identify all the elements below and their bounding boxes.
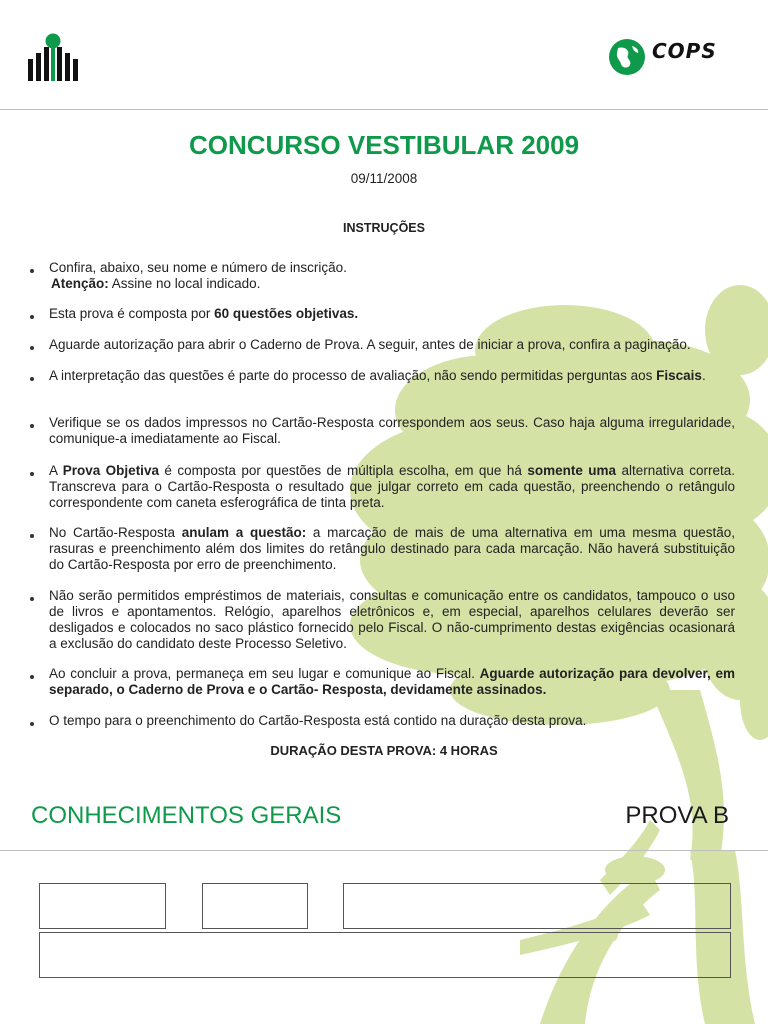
uel-logo-icon [28,33,78,83]
instruction-text: Confira, abaixo, seu nome e número de inscrição. [49,260,347,275]
instruction-text: a marcação de mais de uma alternativa em uma mesma questão, rasuras e preenchimento além dos limites do retângulo destinado para cada marcação. Não haverá substituição do Cartão-Resposta por erro de preenchimento. [49,525,736,572]
cops-globe-icon [608,38,646,76]
instruction-item-7 [49,525,735,573]
instruction-bold: 60 questões objetivas. [214,306,359,321]
section-divider [0,850,768,851]
instruction-text: O tempo para o preenchimento do Cartão-Resposta está contido na duração desta prova. [49,713,587,728]
instruction-text: No Cartão-Resposta [49,525,182,540]
candidate-field-box-1 [39,883,166,929]
instruction-bold: Aguarde autorização para devolver, em separado, o Caderno de Prova e o Cartão- Resposta, devidamente assinados. [49,666,735,697]
instruction-item-5 [49,415,735,447]
candidate-name-box [343,883,731,929]
instruction-item-3 [49,337,735,353]
instructions-heading: INSTRUÇÕES [343,221,425,235]
instruction-text: Verifique se os dados impressos no Cartão-Resposta correspondem aos seus. Caso haja alguma irregularidade, comunique-a imediatamente ao Fiscal. [49,415,735,446]
section-title: CONHECIMENTOS GERAIS [31,802,342,829]
cops-logo-text: COPS [652,39,717,63]
instruction-bold: somente uma [527,463,617,478]
instruction-text: Aguarde autorização para abrir o Caderno de Prova. A seguir, antes de iniciar a prova, confira a paginação. [49,337,691,352]
instruction-text: A [49,463,63,478]
instruction-text: A interpretação das questões é parte do processo de avaliação, não sendo permitidas perguntas aos [49,368,657,383]
instruction-item-10 [49,713,735,729]
instruction-bold: Prova Objetiva [62,463,159,478]
instruction-text: Esta prova é composta por [49,306,215,321]
exam-title: CONCURSO VESTIBULAR 2009 [188,130,580,160]
instruction-text: Não serão permitidos empréstimos de materiais, consultas e comunicação entre os candidatos, tampouco o uso de livros e apontamentos. Relógio, aparelhos eletrônicos e, em especial, aparelhos celulares deverão ser desligados e colocados no saco plástico fornecido pelo Fiscal. O não-cumprimento destas exigências ocasionará a exclusão do candidato deste Processo Seletivo. [49,588,735,651]
instruction-item-6 [49,463,735,511]
instruction-item-8 [49,588,735,652]
exam-duration: DURAÇÃO DESTA PROVA: 4 HORAS [270,743,498,758]
instruction-text: Assine no local indicado. [108,276,261,291]
instruction-item-9 [49,666,735,698]
instruction-text: . [701,368,706,383]
instruction-item-4 [49,368,735,384]
instruction-bold: Fiscais [656,368,702,383]
instruction-text: alternativa correta. Transcreva para o Cartão-Resposta o resultado que julgar correto em cada questão, preenchendo o retângulo correspondente com caneta esferográfica de tinta preta. [49,463,736,510]
cops-logo [608,37,733,77]
exam-date: 09/11/2008 [350,171,418,186]
instruction-text: é composta por questões de múltipla escolha, em que há [158,463,528,478]
header-divider [0,109,768,110]
instruction-item-1 [49,260,735,292]
prova-label: PROVA B [625,802,729,829]
candidate-field-box-2 [202,883,308,929]
signature-box [39,932,731,978]
instruction-item-2 [49,306,735,322]
instruction-text: Ao concluir a prova, permaneça em seu lugar e comunique ao Fiscal. [49,666,480,681]
instruction-bold: anulam a questão: [181,525,307,540]
attention-label: Atenção: [51,276,109,291]
